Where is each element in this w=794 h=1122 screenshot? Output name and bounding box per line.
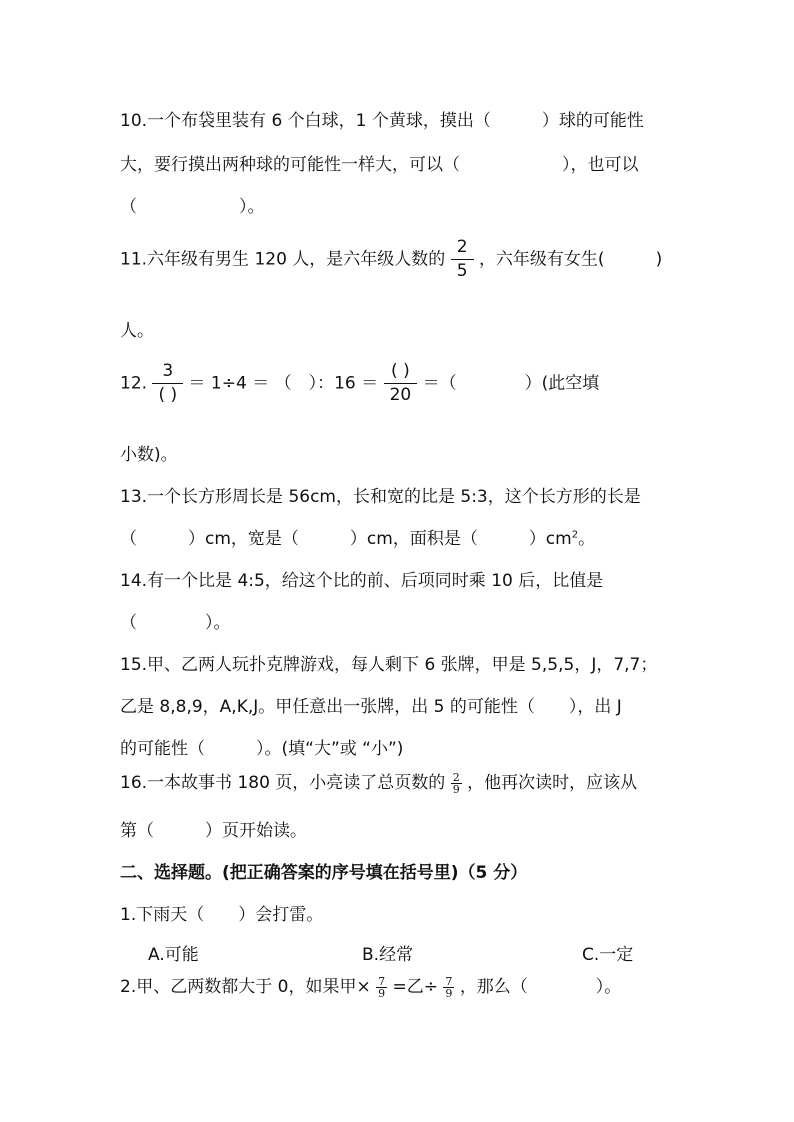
q13-line1: 13.一个长方形周长是 56cm，长和宽的比是 5:3，这个长方形的长是 [120,487,641,507]
q15-line3: 的可能性（ ）。(填“大”或 “小”) [120,739,404,759]
q11-text-a: 11.六年级有男生 120 人，是六年级人数的 [120,249,446,270]
q15-line1: 15.甲、乙两人玩扑克牌游戏，每人剩下 6 张牌，甲是 5,5,5，J，7,7； [120,655,658,675]
q11-line1 [120,236,662,283]
q12-fraction-2 [384,360,418,407]
choice-q2-fraction-1-numerator: 7 [378,974,386,988]
choice-q2 [120,972,621,999]
q12-fraction-1 [152,360,183,407]
q12-line1 [120,360,599,407]
choice-q1: 1.下雨天（ ）会打雷。 [120,905,324,925]
q16-text-b: ，他再次读时，应该从 [467,773,638,793]
choice-q2-fraction-1 [376,976,387,999]
q14-line1: 14.有一个比是 4:5，给这个比的前、后项同时乘 10 后，比值是 [120,571,604,591]
q16-fraction [451,772,462,795]
q15-line2: 乙是 8,8,9，A,K,J。甲任意出一张牌，出 5 的可能性（ ），出 J [120,697,622,717]
q16-text-a: 16.一本故事书 180 页，小亮读了总页数的 [120,773,446,793]
choice-q1-option-b: B.经常 [362,945,414,965]
section-heading: 二、选择题。(把正确答案的序号填在括号里)（5 分） [120,863,528,883]
q16-fraction-numerator: 2 [452,770,460,784]
q16-fraction-denominator: 9 [452,782,460,796]
q12-fraction-2-denominator: 20 [389,385,412,405]
q12-fraction-1-numerator: 3 [162,361,174,381]
choice-q1-option-c: C.一定 [582,945,634,965]
q16-line1 [120,768,637,795]
q10-line1: 10.一个布袋里装有 6 个白球，1 个黄球，摸出（ ）球的可能性 [120,111,644,131]
q13-superscript: 2 [571,529,579,541]
q14-line2: （ ）。 [120,613,231,633]
q11-fraction-denominator: 5 [456,261,468,281]
q12-fraction-2-numerator: ( ) [391,361,410,381]
q13-line2 [120,524,595,549]
q11-fraction [451,236,474,283]
q11-line2: 人。 [120,321,154,341]
q16-line2: 第（ ）页开始读。 [120,821,307,841]
q12-suffix: ＝（ ）(此空填 [422,373,600,394]
q11-text-b: ，六年级有女生( ) [478,249,663,270]
q13-line2-end: 。 [578,529,596,549]
q11-fraction-numerator: 2 [456,237,468,257]
q10-line2: 大，要行摸出两种球的可能性一样大，可以（ ），也可以 [120,155,639,175]
q13-line2-text: （ ）cm，宽是（ ）cm，面积是（ ）cm [120,529,572,549]
q12-line2: 小数)。 [120,445,178,465]
q12-fraction-1-denominator: ( ) [158,385,178,405]
choice-q2-text-b: =乙÷ [392,977,438,997]
choice-q2-fraction-1-denominator: 9 [378,986,386,1000]
choice-q2-text-c: ，那么（ ）。 [459,977,622,997]
q12-middle: ＝ 1÷4 ＝ （ ）：16 ＝ [188,373,379,394]
choice-q2-text-a: 2.甲、乙两数都大于 0，如果甲× [120,977,371,997]
choice-q2-fraction-2 [443,976,454,999]
choice-q2-fraction-2-denominator: 9 [445,986,453,1000]
q12-prefix: 12. [120,373,148,394]
q10-line3: （ ）。 [120,197,265,217]
choice-q1-option-a: A.可能 [148,945,199,965]
choice-q2-fraction-2-numerator: 7 [445,974,453,988]
